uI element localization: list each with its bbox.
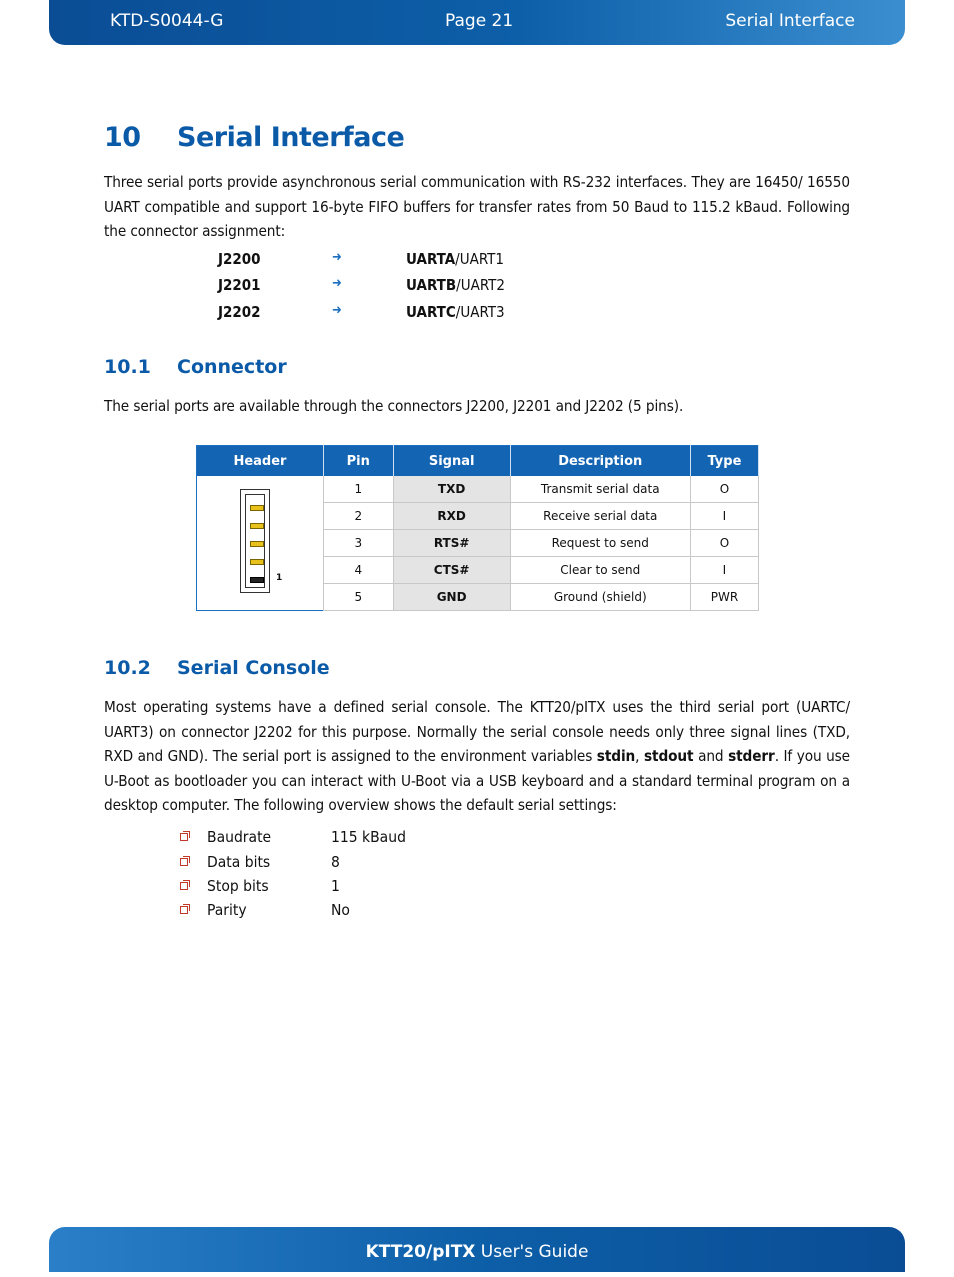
- description-cell: Transmit serial data: [510, 476, 690, 503]
- pinout-table: [196, 445, 759, 611]
- description-cell: Receive serial data: [510, 503, 690, 530]
- section-heading-connector: [104, 356, 287, 378]
- pin-3-marker: [250, 541, 264, 547]
- page-header: [49, 0, 905, 45]
- page-number: Page 21: [445, 11, 514, 31]
- setting-label: Baudrate: [207, 828, 272, 846]
- setting-label: Stop bits: [207, 877, 269, 895]
- connector-text: The serial ports are available through the connectors J2200, J2201 and J2202 (5 pins).: [104, 397, 684, 415]
- section-title: Connector: [177, 356, 287, 378]
- column-header: Signal: [393, 446, 510, 477]
- setting-value: 1: [331, 877, 340, 895]
- connector-label: J2202: [218, 303, 261, 321]
- chapter-title: Serial Interface: [177, 122, 405, 153]
- uart-label: UARTC/UART3: [406, 303, 505, 321]
- pin-cell: 4: [323, 557, 393, 584]
- column-header: Header: [197, 446, 324, 477]
- signal-cell: RTS#: [393, 530, 510, 557]
- header-section-title: Serial Interface: [725, 11, 855, 31]
- var-stdout: stdout: [643, 747, 694, 765]
- checkbox-bullet-icon: [180, 882, 188, 890]
- pin-4-marker: [250, 523, 264, 529]
- section-number: 10.2: [104, 657, 151, 679]
- setting-label: Data bits: [207, 853, 271, 871]
- column-header: Pin: [323, 446, 393, 477]
- signal-cell: GND: [393, 584, 510, 611]
- chapter-intro: Three serial ports provide asynchronous serial communication with RS-232 interfaces. They are 16450/ 16550 UART compatible and support 16-byte FIFO buffers for transfer rates from 50 Baud to 115.2 kBaud. Following the connector assignment:: [104, 173, 850, 240]
- var-stdin: stdin: [596, 747, 636, 765]
- chapter-number: 10: [104, 122, 141, 153]
- setting-value: No: [331, 901, 350, 919]
- signal-cell: RXD: [393, 503, 510, 530]
- pin-cell: 5: [323, 584, 393, 611]
- console-text: Most operating systems have a defined serial console. The KTT20/pITX uses the third serial port (UARTC/ UART3) on connector J2202 for this purpose. Normally the serial console needs only three signal lines (TXD, RXD and GND). The serial port is assigned to the environment variables stdin, stdout and stderr. If you use U-Boot as bootloader you can interact with U-Boot via a USB keyboard and a standard terminal program on a desktop computer. The following overview shows the default serial settings:: [104, 698, 850, 814]
- description-cell: Ground (shield): [510, 584, 690, 611]
- arrow-right-icon: ➜: [332, 250, 342, 265]
- checkbox-bullet-icon: [180, 858, 188, 866]
- connector-diagram-cell: [197, 476, 324, 611]
- checkbox-bullet-icon: [180, 906, 188, 914]
- connector-label: J2200: [218, 250, 261, 268]
- doc-id: KTD-S0044-G: [110, 11, 224, 31]
- arrow-right-icon: ➜: [332, 276, 342, 291]
- type-cell: O: [690, 476, 758, 503]
- section-heading-serial-console: [104, 657, 330, 679]
- pin-cell: 2: [323, 503, 393, 530]
- type-cell: O: [690, 530, 758, 557]
- footer-suffix: User's Guide: [475, 1242, 589, 1262]
- type-cell: PWR: [690, 584, 758, 611]
- connector-diagram: [240, 489, 270, 593]
- type-cell: I: [690, 503, 758, 530]
- type-cell: I: [690, 557, 758, 584]
- pin-2-marker: [250, 559, 264, 565]
- signal-cell: TXD: [393, 476, 510, 503]
- signal-cell: CTS#: [393, 557, 510, 584]
- checkbox-bullet-icon: [180, 833, 188, 841]
- pin-cell: 3: [323, 530, 393, 557]
- footer-product: KTT20/pITX: [365, 1242, 476, 1262]
- setting-label: Parity: [207, 901, 247, 919]
- section-number: 10.1: [104, 356, 151, 378]
- pin1-label: 1: [276, 573, 283, 583]
- pin-cell: 1: [323, 476, 393, 503]
- chapter-heading: [104, 122, 405, 153]
- table-row: [197, 476, 759, 503]
- description-cell: Request to send: [510, 530, 690, 557]
- section-title: Serial Console: [177, 657, 330, 679]
- description-cell: Clear to send: [510, 557, 690, 584]
- uart-label: UARTB/UART2: [406, 276, 505, 294]
- column-header: Description: [510, 446, 690, 477]
- setting-value: 115 kBaud: [331, 828, 406, 846]
- column-header: Type: [690, 446, 758, 477]
- page-footer: [49, 1227, 905, 1272]
- connector-label: J2201: [218, 276, 261, 294]
- var-stderr: stderr: [728, 747, 775, 765]
- uart-label: UARTA/UART1: [406, 250, 504, 268]
- table-header-row: [197, 446, 759, 477]
- setting-value: 8: [331, 853, 340, 871]
- pin-5-marker: [250, 505, 264, 511]
- pin-1-marker: [250, 577, 264, 583]
- arrow-right-icon: ➜: [332, 303, 342, 318]
